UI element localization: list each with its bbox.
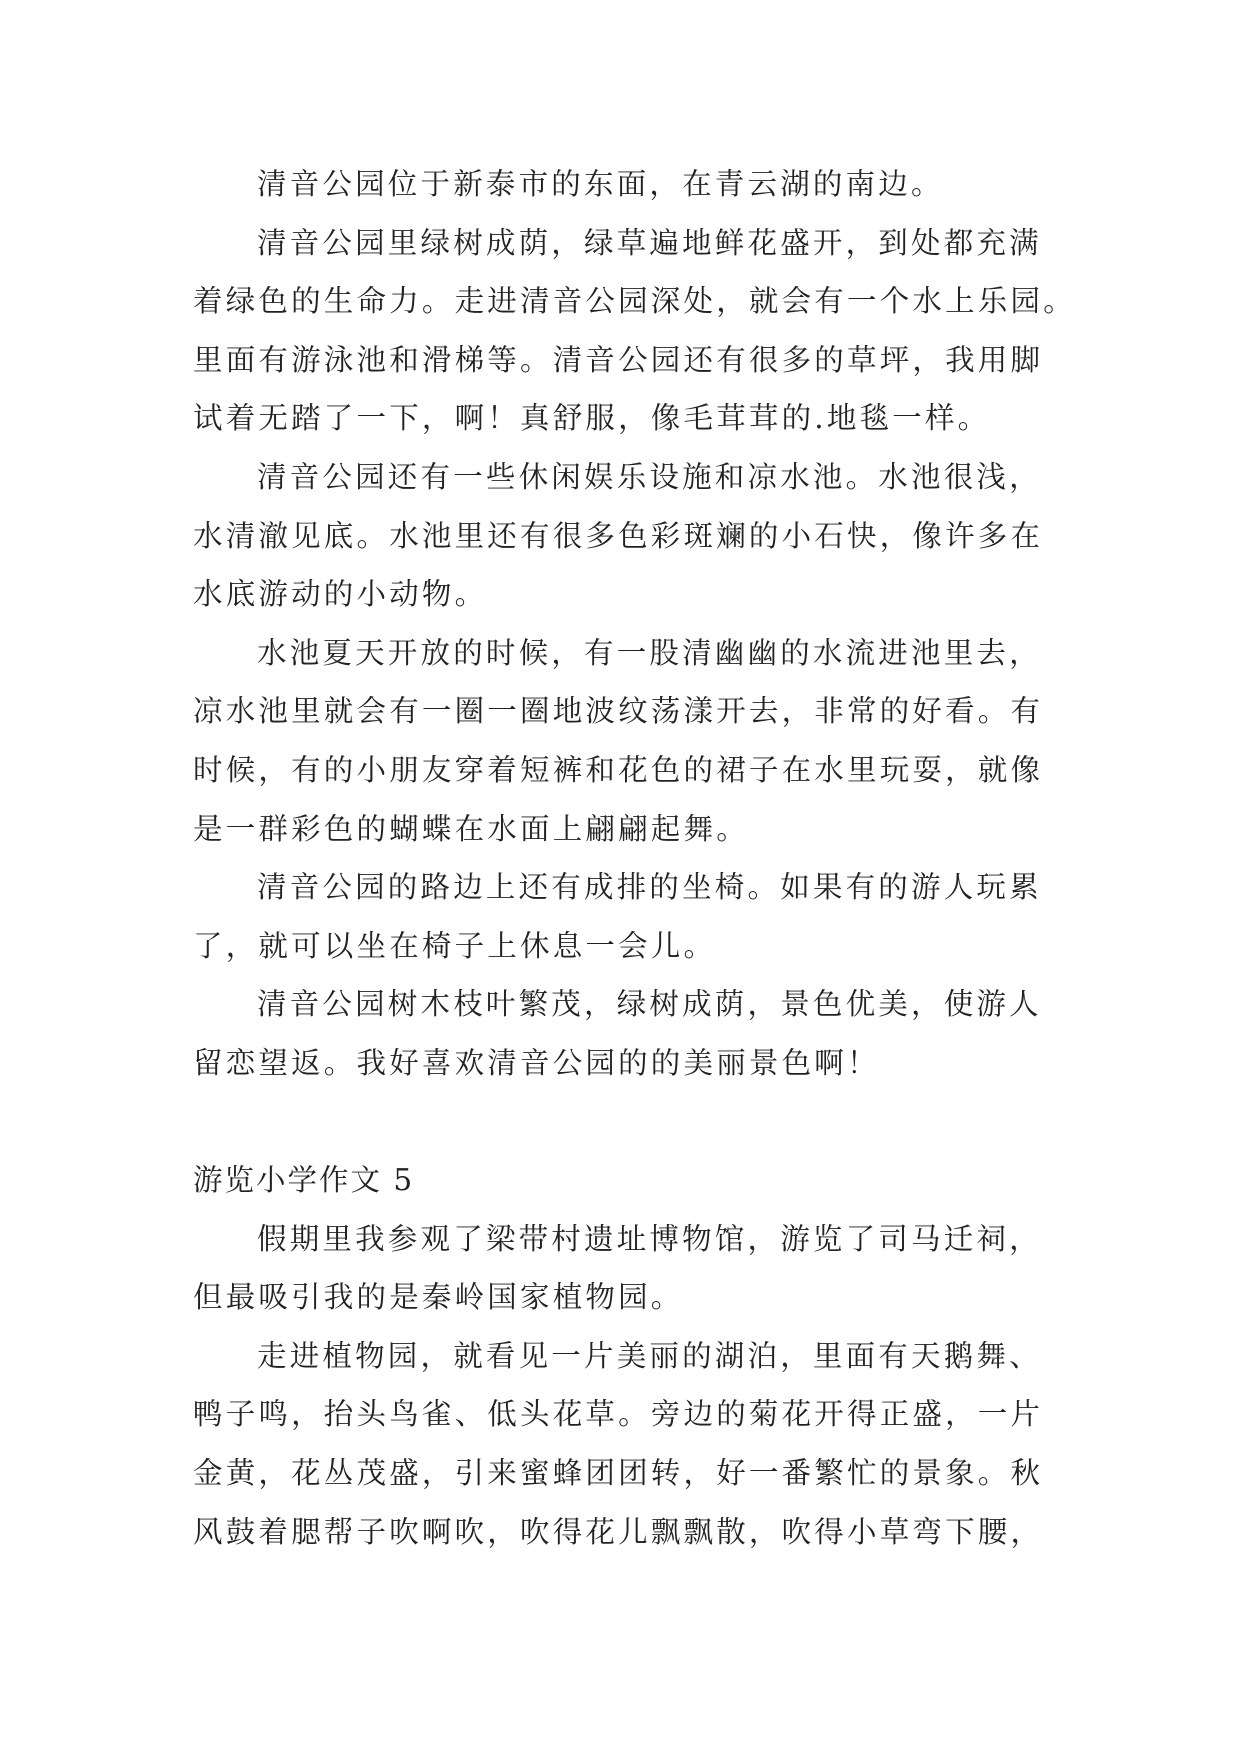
paragraph-line: 着绿色的生命力。走进清音公园深处，就会有一个水上乐园。 bbox=[193, 284, 1076, 319]
paragraph-line: 清音公园的路边上还有成排的坐椅。如果有的游人玩累 bbox=[257, 870, 1042, 905]
paragraph-line: 是一群彩色的蝴蝶在水面上翩翩起舞。 bbox=[193, 811, 749, 846]
paragraph-line: 金黄，花丛茂盛，引来蜜蜂团团转，好一番繁忙的景象。秋 bbox=[193, 1456, 1044, 1491]
paragraph-line: 鸭子鸣，抬头鸟雀、低头花草。旁边的菊花开得正盛，一片 bbox=[193, 1397, 1044, 1432]
paragraph-line: 水池夏天开放的时候，有一股清幽幽的水流进池里去， bbox=[257, 635, 1042, 670]
section-gap bbox=[193, 1093, 1063, 1152]
paragraph-line: 留恋望返。我好喜欢清音公园的的美丽景色啊！ bbox=[193, 1045, 880, 1080]
paragraph-line: 试着无踏了一下，啊！真舒服，像毛茸茸的.地毯一样。 bbox=[193, 401, 991, 436]
paragraph-line: 清音公园树木枝叶繁茂，绿树成荫，景色优美，使游人 bbox=[257, 987, 1042, 1022]
paragraph-line: 里面有游泳池和滑梯等。清音公园还有很多的草坪，我用脚 bbox=[193, 342, 1044, 377]
essay-title: 游览小学作文 5 bbox=[193, 1163, 415, 1198]
paragraph-line: 水清澈见底。水池里还有很多色彩斑斓的小石快，像许多在 bbox=[193, 518, 1044, 553]
paragraph-line: 清音公园位于新泰市的东面，在青云湖的南边。 bbox=[257, 167, 944, 201]
paragraph-line: 走进植物园，就看见一片美丽的湖泊，里面有天鹅舞、 bbox=[257, 1338, 1042, 1373]
paragraph-line: 时候，有的小朋友穿着短裤和花色的裙子在水里玩耍，就像 bbox=[193, 752, 1044, 787]
document-page bbox=[193, 155, 1076, 1561]
paragraph-line: 清音公园还有一些休闲娱乐设施和凉水池。水池很浅， bbox=[257, 459, 1042, 494]
paragraph-line: 了，就可以坐在椅子上休息一会儿。 bbox=[193, 928, 717, 963]
paragraph-line: 假期里我参观了梁带村遗址博物馆，游览了司马迁祠， bbox=[257, 1221, 1042, 1256]
paragraph-line: 风鼓着腮帮子吹啊吹，吹得花儿飘飘散，吹得小草弯下腰， bbox=[193, 1514, 1044, 1549]
paragraph-line: 水底游动的小动物。 bbox=[193, 577, 488, 612]
paragraph-line: 凉水池里就会有一圈一圈地波纹荡漾开去，非常的好看。有 bbox=[193, 694, 1044, 729]
paragraph-line: 但最吸引我的是秦岭国家植物园。 bbox=[193, 1280, 684, 1315]
paragraph-line: 清音公园里绿树成荫，绿草遍地鲜花盛开，到处都充满 bbox=[257, 225, 1042, 260]
